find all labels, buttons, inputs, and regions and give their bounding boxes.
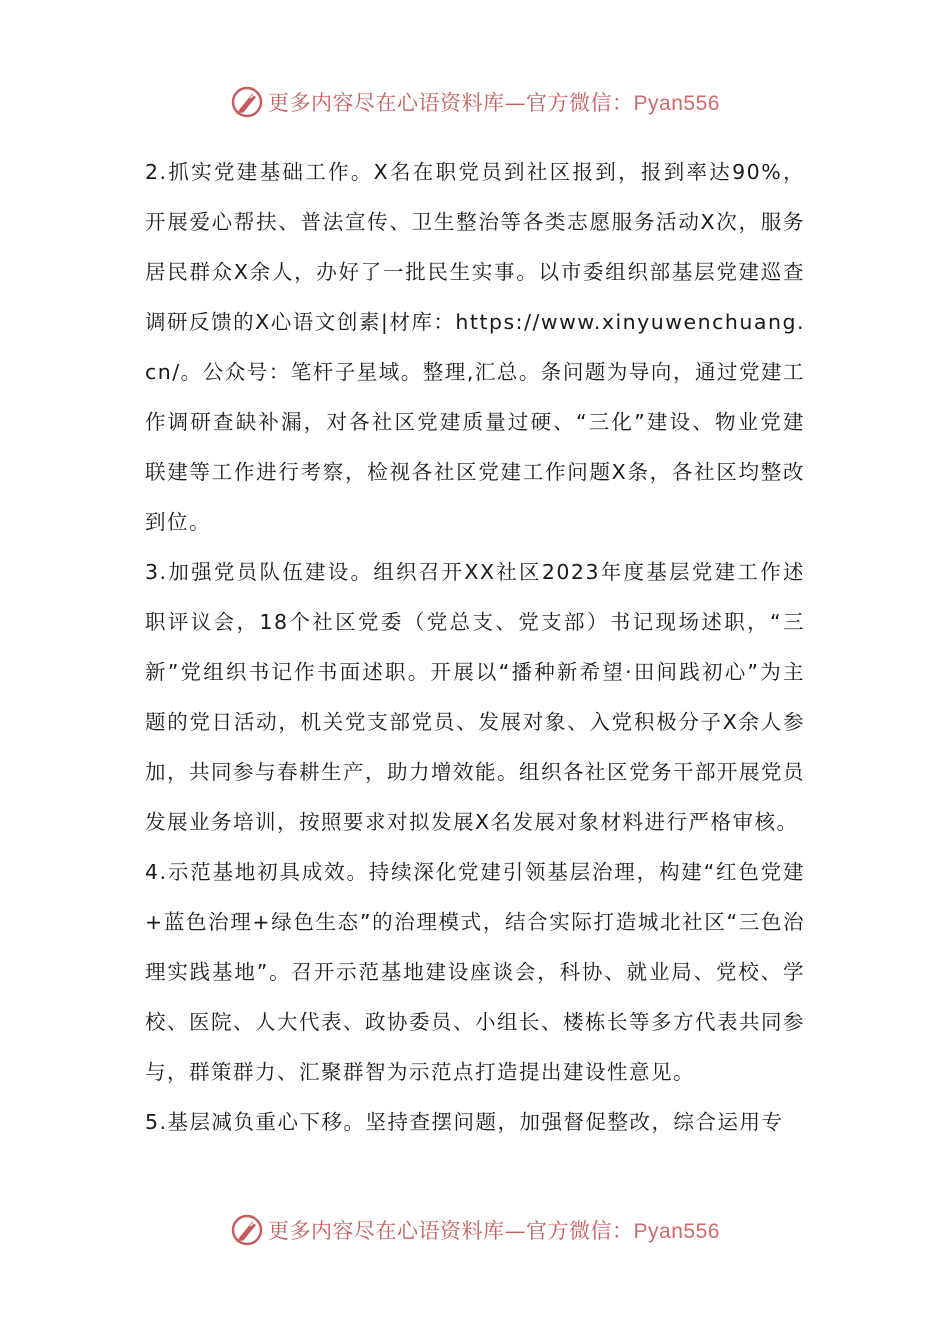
paragraph-item-5: 5.基层减负重心下移。坚持查摆问题，加强督促整改，综合运用专 bbox=[145, 1110, 784, 1134]
wechat-id: Pyan556 bbox=[633, 92, 720, 115]
footer-watermark bbox=[0, 1208, 950, 1252]
pen-nib-logo-icon bbox=[230, 85, 264, 119]
watermark-text: 更多内容尽在心语资料库—官方微信：Pyan556 bbox=[268, 1219, 720, 1243]
paragraph-item-4: 4.示范基地初具成效。持续深化党建引领基层治理，构建“红色党建+蓝色治理+绿色生态”的治理模式，结合实际打造城北社区“三色治理实践基地”。召开示范基地建设座谈会，科协、就业局、党校、学校、医院、人大代表、政协委员、小组长、楼栋长等多方代表共同参与，群策群力、汇聚群智为示范点打造提出建设性意见。 bbox=[145, 860, 805, 1084]
document-body bbox=[145, 147, 805, 1147]
paragraph-item-3: 3.加强党员队伍建设。组织召开XX社区2023年度基层党建工作述职评议会，18个社区党委（党总支、党支部）书记现场述职，“三新”党组织书记作书面述职。开展以“播种新希望·田间践初心”为主题的党日活动，机关党支部党员、发展对象、入党积极分子X余人参加，共同参与春耕生产，助力增效能。组织各社区党务干部开展党员发展业务培训，按照要求对拟发展X名发展对象材料进行严格审核。 bbox=[145, 560, 805, 834]
header-watermark bbox=[0, 80, 950, 124]
paragraph-item-2: 2.抓实党建基础工作。X名在职党员到社区报到，报到率达90%，开展爱心帮扶、普法宣传、卫生整治等各类志愿服务活动X次，服务居民群众X余人，办好了一批民生实事。以市委组织部基层党建巡查调研反馈的X心语文创素|材库：https://www.xinyuwenchuang.cn/。公众号：笔杆子星域。整理,汇总。条问题为导向，通过党建工作调研查缺补漏，对各社区党建质量过硬、“三化”建设、物业党建联建等工作进行考察，检视各社区党建工作问题X条，各社区均整改到位。 bbox=[145, 160, 805, 534]
watermark-text: 更多内容尽在心语资料库—官方微信：Pyan556 bbox=[268, 91, 720, 115]
pen-nib-logo-icon bbox=[230, 1213, 264, 1247]
wechat-id: Pyan556 bbox=[633, 1220, 720, 1243]
